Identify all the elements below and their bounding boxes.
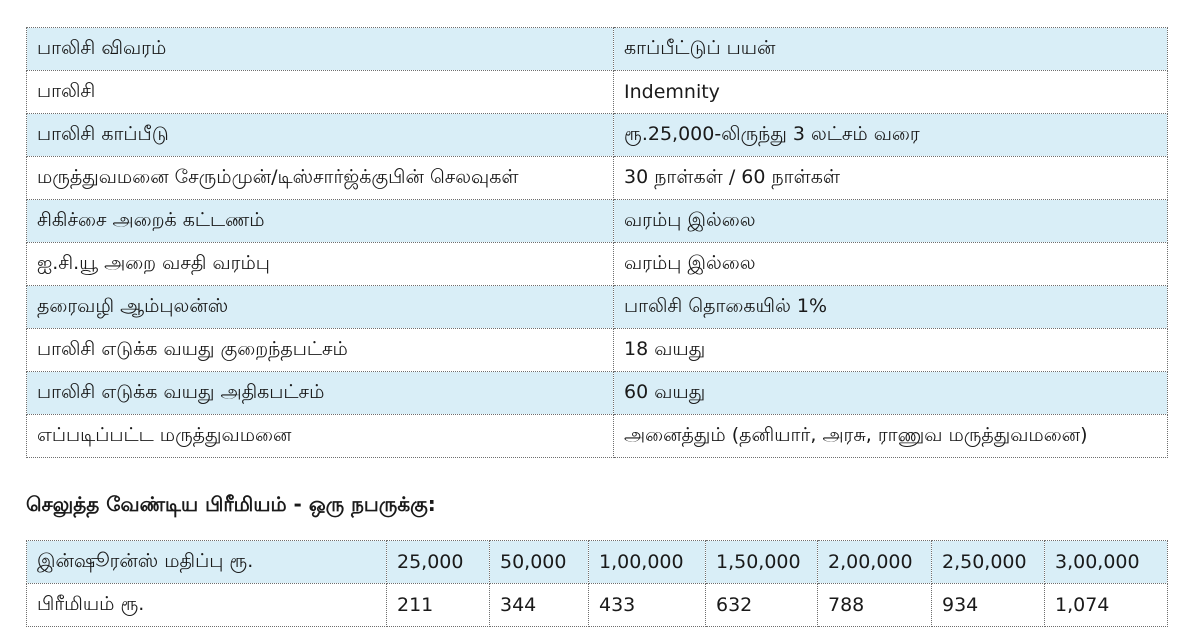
sum-insured-cell: 1,50,000 (706, 541, 818, 584)
policy-label: பாலிசி காப்பீடு (27, 114, 614, 157)
policy-value: காப்பீட்டுப் பயன் (614, 28, 1168, 71)
policy-label: எப்படிப்பட்ட மருத்துவமனை (27, 415, 614, 458)
policy-label: பாலிசி (27, 71, 614, 114)
table-row (27, 541, 1168, 584)
policy-label: பாலிசி விவரம் (27, 28, 614, 71)
policy-value: பாலிசி தொகையில் 1% (614, 286, 1168, 329)
policy-value: அனைத்தும் (தனியார், அரசு, ராணுவ மருத்துவமனை) (614, 415, 1168, 458)
table-row (27, 71, 1168, 114)
premium-label: பிரீமியம் ரூ. (27, 584, 387, 627)
table-row (27, 584, 1168, 627)
policy-value: 30 நாள்கள் / 60 நாள்கள் (614, 157, 1168, 200)
policy-value: ரூ.25,000-லிருந்து 3 லட்சம் வரை (614, 114, 1168, 157)
policy-label: மருத்துவமனை சேரும்முன்/டிஸ்சார்ஜ்க்குபின் செலவுகள் (27, 157, 614, 200)
policy-label: பாலிசி எடுக்க வயது குறைந்தபட்சம் (27, 329, 614, 372)
table-row (27, 200, 1168, 243)
table-row (27, 415, 1168, 458)
policy-label: பாலிசி எடுக்க வயது அதிகபட்சம் (27, 372, 614, 415)
premium-cell: 344 (490, 584, 589, 627)
premium-table (26, 540, 1168, 627)
policy-label: ஐ.சி.யூ அறை வசதி வரம்பு (27, 243, 614, 286)
sum-insured-label: இன்ஷூரன்ஸ் மதிப்பு ரூ. (27, 541, 387, 584)
premium-cell: 433 (589, 584, 706, 627)
table-row (27, 28, 1168, 71)
sum-insured-cell: 3,00,000 (1045, 541, 1168, 584)
premium-cell: 788 (818, 584, 932, 627)
premium-cell: 211 (387, 584, 490, 627)
sum-insured-cell: 1,00,000 (589, 541, 706, 584)
policy-value: Indemnity (614, 71, 1168, 114)
table-row (27, 243, 1168, 286)
policy-label: தரைவழி ஆம்புலன்ஸ் (27, 286, 614, 329)
premium-cell: 934 (932, 584, 1045, 627)
premium-heading: செலுத்த வேண்டிய பிரீமியம் - ஒரு நபருக்கு: (26, 492, 436, 516)
table-row (27, 286, 1168, 329)
table-row (27, 157, 1168, 200)
sum-insured-cell: 2,00,000 (818, 541, 932, 584)
premium-cell: 632 (706, 584, 818, 627)
table-row (27, 329, 1168, 372)
table-row (27, 114, 1168, 157)
policy-value: வரம்பு இல்லை (614, 243, 1168, 286)
premium-cell: 1,074 (1045, 584, 1168, 627)
policy-value: 60 வயது (614, 372, 1168, 415)
policy-value: 18 வயது (614, 329, 1168, 372)
policy-label: சிகிச்சை அறைக் கட்டணம் (27, 200, 614, 243)
sum-insured-cell: 25,000 (387, 541, 490, 584)
sum-insured-cell: 2,50,000 (932, 541, 1045, 584)
policy-value: வரம்பு இல்லை (614, 200, 1168, 243)
sum-insured-cell: 50,000 (490, 541, 589, 584)
table-row (27, 372, 1168, 415)
policy-details-table (26, 27, 1168, 458)
